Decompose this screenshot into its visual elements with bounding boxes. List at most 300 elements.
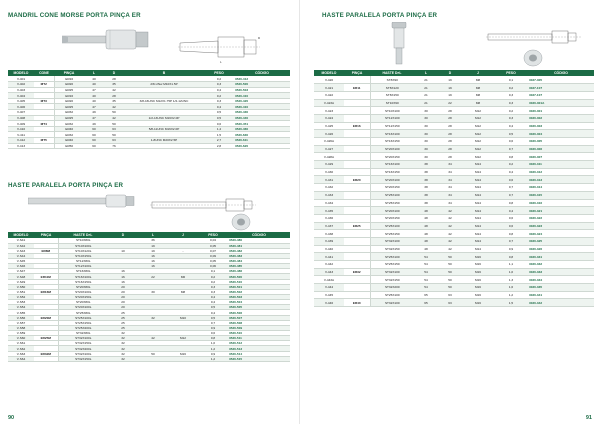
table-cell: ER20 bbox=[54, 98, 84, 104]
model-cell: V-426 bbox=[314, 130, 344, 138]
table-cell: 35 bbox=[104, 98, 124, 104]
table-cell: 47 bbox=[84, 87, 104, 93]
table-cell: ST25X100 bbox=[370, 191, 414, 199]
table-cell: MT4 bbox=[34, 121, 54, 127]
table-cell: 1,0 bbox=[494, 268, 528, 276]
table-cell: 54 bbox=[414, 276, 438, 284]
model-cell: V-407 bbox=[8, 110, 34, 116]
table-cell: 32 bbox=[108, 351, 138, 356]
table-cell: 30 bbox=[414, 138, 438, 146]
model-cell: V-S61 bbox=[8, 341, 34, 346]
table-cell: MT2 bbox=[34, 82, 54, 88]
table-cell: M14 bbox=[462, 184, 494, 192]
col-header-peso: PESO bbox=[204, 70, 234, 76]
code-cell: 3520-510 bbox=[228, 331, 290, 336]
table-cell: ER32 bbox=[54, 121, 84, 127]
table-cell: 65 bbox=[414, 291, 438, 299]
model-cell: V-429 bbox=[314, 161, 344, 169]
table-cell: 3/8-16UNC M12X1.75P 1/2-12UNC bbox=[124, 98, 204, 104]
code-cell: 3520-482 bbox=[228, 248, 290, 253]
model-cell: V-S58 bbox=[8, 325, 34, 330]
morse-table-body bbox=[8, 76, 290, 149]
table-cell: 60 bbox=[84, 138, 104, 144]
table-cell: ST20X100L bbox=[58, 289, 108, 294]
table-cell: ER16M bbox=[34, 289, 58, 294]
code-cell: 3520-430 bbox=[234, 110, 290, 116]
table-cell: 60 bbox=[84, 143, 104, 149]
table-cell: ST20X100 bbox=[370, 207, 414, 215]
col-header-l: L bbox=[138, 232, 168, 238]
model-cell: V-401 bbox=[8, 76, 34, 82]
model-cell: V-444 bbox=[314, 284, 344, 292]
table-cell: 1,2 bbox=[198, 356, 228, 361]
page-number-left: 90 bbox=[8, 415, 15, 421]
table-row bbox=[314, 261, 594, 269]
model-cell: V-438 bbox=[314, 230, 344, 238]
table-cell bbox=[344, 276, 370, 284]
morse-spec-table bbox=[8, 70, 290, 149]
table-cell: 0,2 bbox=[204, 76, 234, 82]
code-cell: 3020-311 bbox=[528, 161, 594, 169]
table-cell: 34 bbox=[438, 168, 462, 176]
code-cell: 3020-334 bbox=[528, 276, 594, 284]
table-cell: 0,6 bbox=[494, 214, 528, 222]
col-header-j: J bbox=[462, 70, 494, 76]
table-cell: ST32X100L bbox=[58, 336, 108, 341]
col-header-d: D bbox=[108, 232, 138, 238]
table-cell: M12 bbox=[462, 107, 494, 115]
table-cell: ST25X100L bbox=[58, 315, 108, 320]
table-cell: ST25X200L bbox=[58, 325, 108, 330]
table-cell: M14 bbox=[462, 214, 494, 222]
table-cell: 0,9 bbox=[494, 245, 528, 253]
table-cell: 42 bbox=[104, 87, 124, 93]
col-header-d: D bbox=[104, 70, 124, 76]
table-cell bbox=[168, 356, 198, 361]
table-cell: ST32X80L bbox=[58, 331, 108, 336]
table-cell: 63 bbox=[438, 291, 462, 299]
model-cell: V-S55 bbox=[8, 310, 34, 315]
model-cell: V-424 bbox=[314, 114, 344, 122]
table-row bbox=[314, 184, 594, 192]
table-cell: 1,2 bbox=[198, 346, 228, 351]
table-cell: 28 bbox=[438, 130, 462, 138]
table-cell: 0,06 bbox=[198, 264, 228, 269]
model-cell: V-S62 bbox=[8, 346, 34, 351]
code-cell: 3520-412 bbox=[234, 76, 290, 82]
table-cell: ST12X100 bbox=[370, 114, 414, 122]
table-cell: ER25M bbox=[34, 336, 58, 341]
model-cell: V-430 bbox=[314, 168, 344, 176]
table-row bbox=[314, 253, 594, 261]
table-cell: ST12X100L bbox=[58, 264, 108, 269]
collet-nut-photo bbox=[230, 212, 252, 232]
table-cell: M12 bbox=[462, 130, 494, 138]
table-cell: M16 bbox=[462, 276, 494, 284]
code-cell: 3020-304 bbox=[528, 130, 594, 138]
table-cell: ER32 bbox=[54, 110, 84, 116]
code-cell: 3020-324 bbox=[528, 230, 594, 238]
table-cell: 50 bbox=[438, 268, 462, 276]
code-cell: 3020-322 bbox=[528, 214, 594, 222]
table-cell: ER25 bbox=[54, 87, 84, 93]
table-cell: 40 bbox=[84, 98, 104, 104]
table-cell bbox=[138, 356, 168, 361]
code-cell: 3520-483 bbox=[228, 253, 290, 258]
table-cell: ST8X120 bbox=[370, 84, 414, 92]
table-cell bbox=[344, 284, 370, 292]
table-cell: ST25X150L bbox=[58, 320, 108, 325]
col-header-pinca: PINÇA bbox=[344, 70, 370, 76]
table-cell: M14 bbox=[462, 176, 494, 184]
table-cell: 0,2 bbox=[494, 107, 528, 115]
code-cell: 3520-620 bbox=[234, 143, 290, 149]
col-header-l: L bbox=[84, 70, 104, 76]
table-cell: ER11 bbox=[344, 84, 370, 92]
code-cell: 3020-321 bbox=[528, 207, 594, 215]
shank-table-body-right bbox=[314, 76, 594, 307]
table-cell bbox=[344, 114, 370, 122]
table-row bbox=[314, 91, 594, 99]
table-cell: 28 bbox=[438, 138, 462, 146]
table-cell: 22 bbox=[138, 274, 168, 279]
table-cell bbox=[344, 214, 370, 222]
table-cell bbox=[344, 107, 370, 115]
table-cell: 0,1 bbox=[494, 76, 528, 84]
code-cell: 3520-511 bbox=[228, 336, 290, 341]
table-cell: ST20X80L bbox=[58, 300, 108, 305]
table-cell: 1,4 bbox=[204, 126, 234, 132]
code-cell: 3520-509 bbox=[228, 325, 290, 330]
model-cell: V-410 bbox=[8, 126, 34, 132]
morse-holder-drawing bbox=[62, 24, 162, 54]
table-cell: 48 bbox=[414, 245, 438, 253]
model-cell: V-S50 bbox=[8, 284, 34, 289]
table-cell: 50 bbox=[438, 284, 462, 292]
table-cell: 28 bbox=[438, 153, 462, 161]
table-cell: ER32M bbox=[34, 351, 58, 356]
code-cell: 3020-325 bbox=[528, 237, 594, 245]
table-cell: ER8M bbox=[34, 248, 58, 253]
table-row bbox=[314, 214, 594, 222]
table-row bbox=[314, 138, 594, 146]
table-row bbox=[8, 356, 290, 361]
model-cell: V-S45 bbox=[8, 259, 34, 264]
code-cell: 3520-460 bbox=[234, 126, 290, 132]
table-cell: 38 bbox=[414, 168, 438, 176]
table-cell: M10 bbox=[168, 315, 198, 320]
table-cell: ST16X100L bbox=[58, 274, 108, 279]
table-cell: M8 bbox=[462, 99, 494, 107]
table-cell bbox=[344, 184, 370, 192]
table-cell: ST32X150 bbox=[370, 276, 414, 284]
table-row bbox=[314, 84, 594, 92]
table-cell: 19 bbox=[438, 91, 462, 99]
model-cell: V-446 bbox=[314, 299, 344, 307]
col-header-modelo: MODELO bbox=[8, 232, 34, 238]
model-cell: V-420 bbox=[314, 76, 344, 84]
table-cell: ER40 bbox=[54, 126, 84, 132]
table-cell: 34 bbox=[438, 199, 462, 207]
table-cell: 16 bbox=[138, 264, 168, 269]
table-cell: ST8X150 bbox=[370, 91, 414, 99]
table-cell: 32 bbox=[108, 336, 138, 341]
col-header-modelo: MODELO bbox=[8, 70, 34, 76]
table-cell: M16 bbox=[168, 351, 198, 356]
code-cell: 3020-301 bbox=[528, 107, 594, 115]
table-row bbox=[314, 145, 594, 153]
col-header-haste: HASTE D×L bbox=[370, 70, 414, 76]
table-row bbox=[314, 107, 594, 115]
table-cell: 28 bbox=[438, 107, 462, 115]
table-cell: ER40 bbox=[54, 138, 84, 144]
table-row bbox=[314, 199, 594, 207]
code-cell: 3520-508 bbox=[228, 320, 290, 325]
table-cell: 0,5 bbox=[198, 315, 228, 320]
model-cell: V-S64 bbox=[8, 356, 34, 361]
code-cell: 3520-503 bbox=[234, 87, 290, 93]
table-cell: 20 bbox=[108, 289, 138, 294]
table-cell: 25 bbox=[108, 310, 138, 315]
table-cell: M8 bbox=[462, 91, 494, 99]
table-cell: 1,1 bbox=[494, 261, 528, 269]
model-cell: V-S59 bbox=[8, 331, 34, 336]
table-cell: ST25X100 bbox=[370, 291, 414, 299]
model-cell: V-406 bbox=[8, 104, 34, 110]
model-cell: V-402 bbox=[8, 82, 34, 88]
table-cell: 60 bbox=[84, 132, 104, 138]
model-cell: V-422 bbox=[314, 91, 344, 99]
table-cell: ER20M bbox=[34, 315, 58, 320]
table-cell: 0,05 bbox=[198, 243, 228, 248]
model-cell: V-S41 bbox=[8, 238, 34, 243]
table-cell: M8 bbox=[462, 84, 494, 92]
shank-table-body-left bbox=[8, 238, 290, 361]
table-cell: 28 bbox=[104, 93, 124, 99]
table-cell: 0,4 bbox=[204, 87, 234, 93]
table-cell: 40 bbox=[84, 76, 104, 82]
table-cell: ER16 bbox=[54, 76, 84, 82]
table-cell: 2,8 bbox=[204, 143, 234, 149]
code-cell: 3020-315 bbox=[528, 191, 594, 199]
section-title-morse: MANDRIL CONE MORSE PORTA PINÇA ER bbox=[8, 12, 141, 19]
table-cell: 50 bbox=[104, 121, 124, 127]
table-cell: M14 bbox=[462, 245, 494, 253]
table-cell bbox=[344, 291, 370, 299]
table-cell: M16 bbox=[462, 253, 494, 261]
code-cell: 3020-342 bbox=[528, 299, 594, 307]
model-cell: V-403 bbox=[8, 87, 34, 93]
table-cell: 0,4 bbox=[204, 104, 234, 110]
code-cell: 3520-512 bbox=[228, 341, 290, 346]
code-cell: 3020-312 bbox=[528, 168, 594, 176]
table-cell: ER32 bbox=[54, 132, 84, 138]
code-cell: 3520-485 bbox=[228, 264, 290, 269]
table-cell: 16 bbox=[138, 253, 168, 258]
model-cell: V-S48 bbox=[8, 274, 34, 279]
model-cell: V-443 bbox=[314, 268, 344, 276]
svg-text:L: L bbox=[220, 60, 222, 64]
table-cell: 0,7 bbox=[494, 145, 528, 153]
table-cell: ST12X80L bbox=[58, 259, 108, 264]
table-cell: 0,9 bbox=[198, 351, 228, 356]
section-title-haste-left: HASTE PARALELA PORTA PINÇA ER bbox=[8, 182, 124, 189]
table-cell: ER25 bbox=[54, 104, 84, 110]
table-cell: M8 bbox=[168, 289, 198, 294]
table-cell: 34 bbox=[438, 161, 462, 169]
table-cell: 2/8-UNw M10X1.5P bbox=[124, 82, 204, 88]
code-cell: 3520-515 bbox=[228, 356, 290, 361]
model-cell: V-435 bbox=[314, 207, 344, 215]
code-cell: 3520-503 bbox=[228, 295, 290, 300]
table-cell: 0,04 bbox=[198, 238, 228, 243]
table-row bbox=[314, 291, 594, 299]
table-row bbox=[314, 153, 594, 161]
collet-nut-photo-right bbox=[522, 48, 544, 68]
table-cell: M12 bbox=[462, 145, 494, 153]
table-row bbox=[314, 122, 594, 130]
code-cell: 3520-486 bbox=[228, 269, 290, 274]
code-cell: 3020-335 bbox=[528, 284, 594, 292]
table-cell: 21 bbox=[414, 91, 438, 99]
table-cell: ER11M bbox=[34, 274, 58, 279]
table-cell: 63 bbox=[104, 126, 124, 132]
table-row bbox=[314, 268, 594, 276]
model-cell: V-S47 bbox=[8, 269, 34, 274]
table-cell: ER50 bbox=[54, 143, 84, 149]
table-cell: 48 bbox=[414, 222, 438, 230]
table-cell: ST10X80L bbox=[58, 238, 108, 243]
col-header-pinca: PINÇA bbox=[54, 70, 84, 76]
table-cell: 28 bbox=[104, 76, 124, 82]
table-cell: M14 bbox=[462, 230, 494, 238]
table-cell: 34 bbox=[438, 184, 462, 192]
table-cell: 50 bbox=[138, 351, 168, 356]
table-cell: ST20X100 bbox=[370, 145, 414, 153]
table-cell bbox=[344, 168, 370, 176]
table-cell: 28 bbox=[438, 114, 462, 122]
table-cell: 32 bbox=[108, 346, 138, 351]
table-cell: ST10X150L bbox=[58, 253, 108, 258]
code-cell: 3020-316 bbox=[528, 199, 594, 207]
table-cell: ST10X90 bbox=[370, 99, 414, 107]
table-cell: ST32X100L bbox=[58, 351, 108, 356]
table-cell: ST25X150 bbox=[370, 199, 414, 207]
model-cell: V-440 bbox=[314, 245, 344, 253]
code-cell: 3520-510 bbox=[228, 279, 290, 284]
table-cell: 21 bbox=[414, 76, 438, 84]
model-cell: V-S54 bbox=[8, 305, 34, 310]
table-cell: 34 bbox=[438, 191, 462, 199]
table-cell: 0,2 bbox=[494, 161, 528, 169]
table-cell: 0,9 bbox=[198, 325, 228, 330]
table-cell: 0,1 bbox=[198, 269, 228, 274]
table-cell: 0,7 bbox=[494, 184, 528, 192]
table-cell: ER32 bbox=[344, 268, 370, 276]
table-cell: M14 bbox=[462, 237, 494, 245]
table-row bbox=[314, 222, 594, 230]
model-cell: V-405 bbox=[8, 98, 34, 104]
table-cell: ER16 bbox=[344, 122, 370, 130]
table-cell: 38 bbox=[414, 176, 438, 184]
code-cell: 3520-513 bbox=[228, 346, 290, 351]
table-cell: 48 bbox=[414, 207, 438, 215]
table-cell: 0,7 bbox=[198, 320, 228, 325]
model-cell: V-404 bbox=[8, 93, 34, 99]
table-cell: 49 bbox=[84, 121, 104, 127]
table-cell: ST20X100L bbox=[58, 305, 108, 310]
table-row bbox=[314, 276, 594, 284]
table-cell: 1,3 bbox=[494, 276, 528, 284]
table-cell: 0,2 bbox=[198, 279, 228, 284]
table-cell: 0,3 bbox=[198, 284, 228, 289]
model-cell: V-442 bbox=[314, 261, 344, 269]
table-cell: M16 bbox=[462, 299, 494, 307]
table-cell: 0,5 bbox=[198, 305, 228, 310]
table-cell: 63 bbox=[438, 299, 462, 307]
table-cell: 28 bbox=[438, 145, 462, 153]
code-cell: 3027-305 bbox=[528, 76, 594, 84]
code-cell: 3520-630 bbox=[234, 132, 290, 138]
model-cell: V-426A bbox=[314, 138, 344, 146]
table-cell: 5/8-11UNC M16X2.0P bbox=[124, 126, 204, 132]
model-cell: V-436 bbox=[314, 214, 344, 222]
model-cell: V-S53 bbox=[8, 300, 34, 305]
table-cell: 19 bbox=[438, 76, 462, 84]
model-cell: V-S56 bbox=[8, 315, 34, 320]
table-cell: M14 bbox=[462, 199, 494, 207]
table-cell: 0,3 bbox=[198, 289, 228, 294]
code-cell: 3520-451 bbox=[234, 121, 290, 127]
table-cell: ER16 bbox=[54, 93, 84, 99]
table-cell: 30 bbox=[414, 145, 438, 153]
table-cell: ST25X80L bbox=[58, 310, 108, 315]
model-cell: V-412 bbox=[8, 138, 34, 144]
table-row bbox=[314, 114, 594, 122]
model-cell: V-S57 bbox=[8, 320, 34, 325]
code-cell: 3020-314 bbox=[528, 184, 594, 192]
code-cell: 3520-502 bbox=[228, 289, 290, 294]
model-cell: V-S46 bbox=[8, 264, 34, 269]
table-cell: 1-8UNC M20X2.5P bbox=[124, 138, 204, 144]
col-header-modelo: MODELO bbox=[314, 70, 344, 76]
table-cell: 54 bbox=[414, 253, 438, 261]
table-cell: 16 bbox=[108, 269, 138, 274]
code-cell: 3020-302 bbox=[528, 114, 594, 122]
table-cell: 54 bbox=[414, 284, 438, 292]
table-cell: 19 bbox=[438, 84, 462, 92]
model-cell: V-437 bbox=[314, 222, 344, 230]
table-cell: ST32X150 bbox=[370, 245, 414, 253]
table-cell bbox=[34, 356, 58, 361]
code-cell: 3520-500 bbox=[228, 274, 290, 279]
table-cell: 28 bbox=[438, 122, 462, 130]
code-cell: 3020-323 bbox=[528, 222, 594, 230]
model-cell: V-443A bbox=[314, 276, 344, 284]
table-cell: 0,8 bbox=[494, 153, 528, 161]
code-cell: 3520-410 bbox=[234, 93, 290, 99]
table-cell: ST16X100 bbox=[370, 161, 414, 169]
table-cell: ST32X100 bbox=[370, 299, 414, 307]
table-cell: 1/2-13UNC M16X2.0P bbox=[124, 115, 204, 121]
table-cell: 0,8 bbox=[494, 199, 528, 207]
col-header-peso: PESO bbox=[494, 70, 528, 76]
model-cell: V-439 bbox=[314, 237, 344, 245]
table-cell bbox=[344, 191, 370, 199]
table-cell: 50 bbox=[438, 253, 462, 261]
table-cell: M16 bbox=[462, 291, 494, 299]
model-cell: V-428A bbox=[314, 153, 344, 161]
